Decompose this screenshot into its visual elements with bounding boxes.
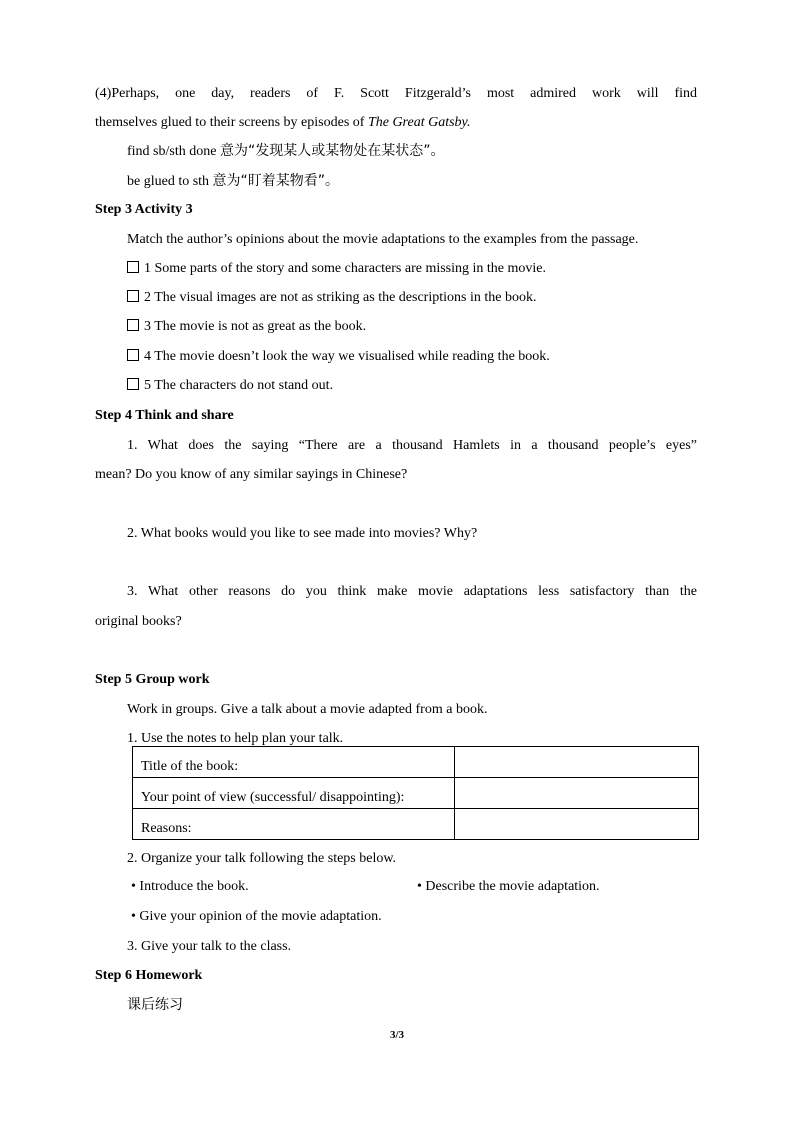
table-row [133, 809, 699, 840]
grammar-note-1-zh: 意为“发现某人或某物处在某状态”。 [219, 143, 445, 159]
step3-item-5-text: 5 The characters do not stand out. [144, 378, 334, 393]
step5-sub-2: 2. Organize your talk following the steps below. [127, 851, 397, 866]
table-row [133, 778, 699, 809]
grammar-note-1 [127, 142, 697, 161]
step5-instruction: Work in groups. Give a talk about a movie adapted from a book. [127, 702, 488, 717]
table-label-point-of-view: Your point of view (successful/ disappointing): [133, 778, 455, 809]
step3-item-3-text: 3 The movie is not as great as the book. [144, 319, 367, 334]
step5-sub-3: 3. Give your talk to the class. [127, 939, 292, 954]
step5-bullet-2: • Describe the movie adaptation. [417, 879, 600, 894]
grammar-note-2 [127, 172, 697, 191]
table-row [133, 747, 699, 778]
step4-question-2: 2. What books would you like to see made into movies? Why? [127, 526, 478, 541]
table-label-title: Title of the book: [133, 747, 455, 778]
step3-item-4-text: 4 The movie doesn’t look the way we visualised while reading the book. [144, 349, 550, 364]
step6-text: 课后练习 [127, 997, 183, 1013]
step3-item-2-text: 2 The visual images are not as striking as the descriptions in the book. [144, 290, 537, 305]
grammar-note-2-en: be glued to sth [127, 174, 213, 189]
step3-instruction: Match the author’s opinions about the movie adaptations to the examples from the passage. [127, 232, 639, 247]
notes-table [132, 746, 699, 840]
step3-item-4 [127, 348, 697, 366]
example-4-text: themselves glued to their screens by episodes of [95, 115, 368, 130]
grammar-note-2-zh: 意为“盯着某物看”。 [212, 173, 340, 189]
step3-item-2 [127, 289, 697, 307]
step5-sub-1: 1. Use the notes to help plan your talk. [127, 731, 344, 746]
step3-item-3 [127, 318, 697, 336]
step5-bullet-1: • Introduce the book. [131, 879, 249, 894]
checkbox-5[interactable] [127, 378, 139, 390]
step3-item-1 [127, 260, 697, 278]
table-value-point-of-view[interactable] [455, 778, 699, 809]
checkbox-2[interactable] [127, 290, 139, 302]
example-4-line-2 [95, 114, 697, 132]
book-title-italic: The Great Gatsby. [367, 115, 471, 130]
step3-heading: Step 3 Activity 3 [95, 202, 193, 217]
step5-heading: Step 5 Group work [95, 672, 210, 687]
table-value-reasons[interactable] [455, 809, 699, 840]
step3-item-1-text: 1 Some parts of the story and some characters are missing in the movie. [144, 261, 547, 276]
step4-heading: Step 4 Think and share [95, 408, 234, 423]
step4-question-1-line-1: 1. What does the saying “There are a thousand Hamlets in a thousand people’s eyes” [127, 438, 697, 453]
checkbox-4[interactable] [127, 349, 139, 361]
step4-question-3-line-1: 3. What other reasons do you think make movie adaptations less satisfactory than the [127, 584, 697, 599]
step5-bullet-3: • Give your opinion of the movie adaptation. [131, 909, 382, 924]
grammar-note-1-en: find sb/sth done [127, 144, 220, 159]
step4-question-1-line-2: mean? Do you know of any similar sayings in Chinese? [95, 467, 408, 482]
step6-heading: Step 6 Homework [95, 968, 203, 983]
table-label-reasons: Reasons: [133, 809, 455, 840]
checkbox-1[interactable] [127, 261, 139, 273]
step3-item-5 [127, 377, 697, 395]
checkbox-3[interactable] [127, 319, 139, 331]
page-number: 3/3 [389, 1029, 405, 1041]
table-value-title[interactable] [455, 747, 699, 778]
step4-question-3-line-2: original books? [95, 614, 182, 629]
example-4-line-1: (4)Perhaps, one day, readers of F. Scott Fitzgerald’s most admired work will find [95, 86, 697, 101]
